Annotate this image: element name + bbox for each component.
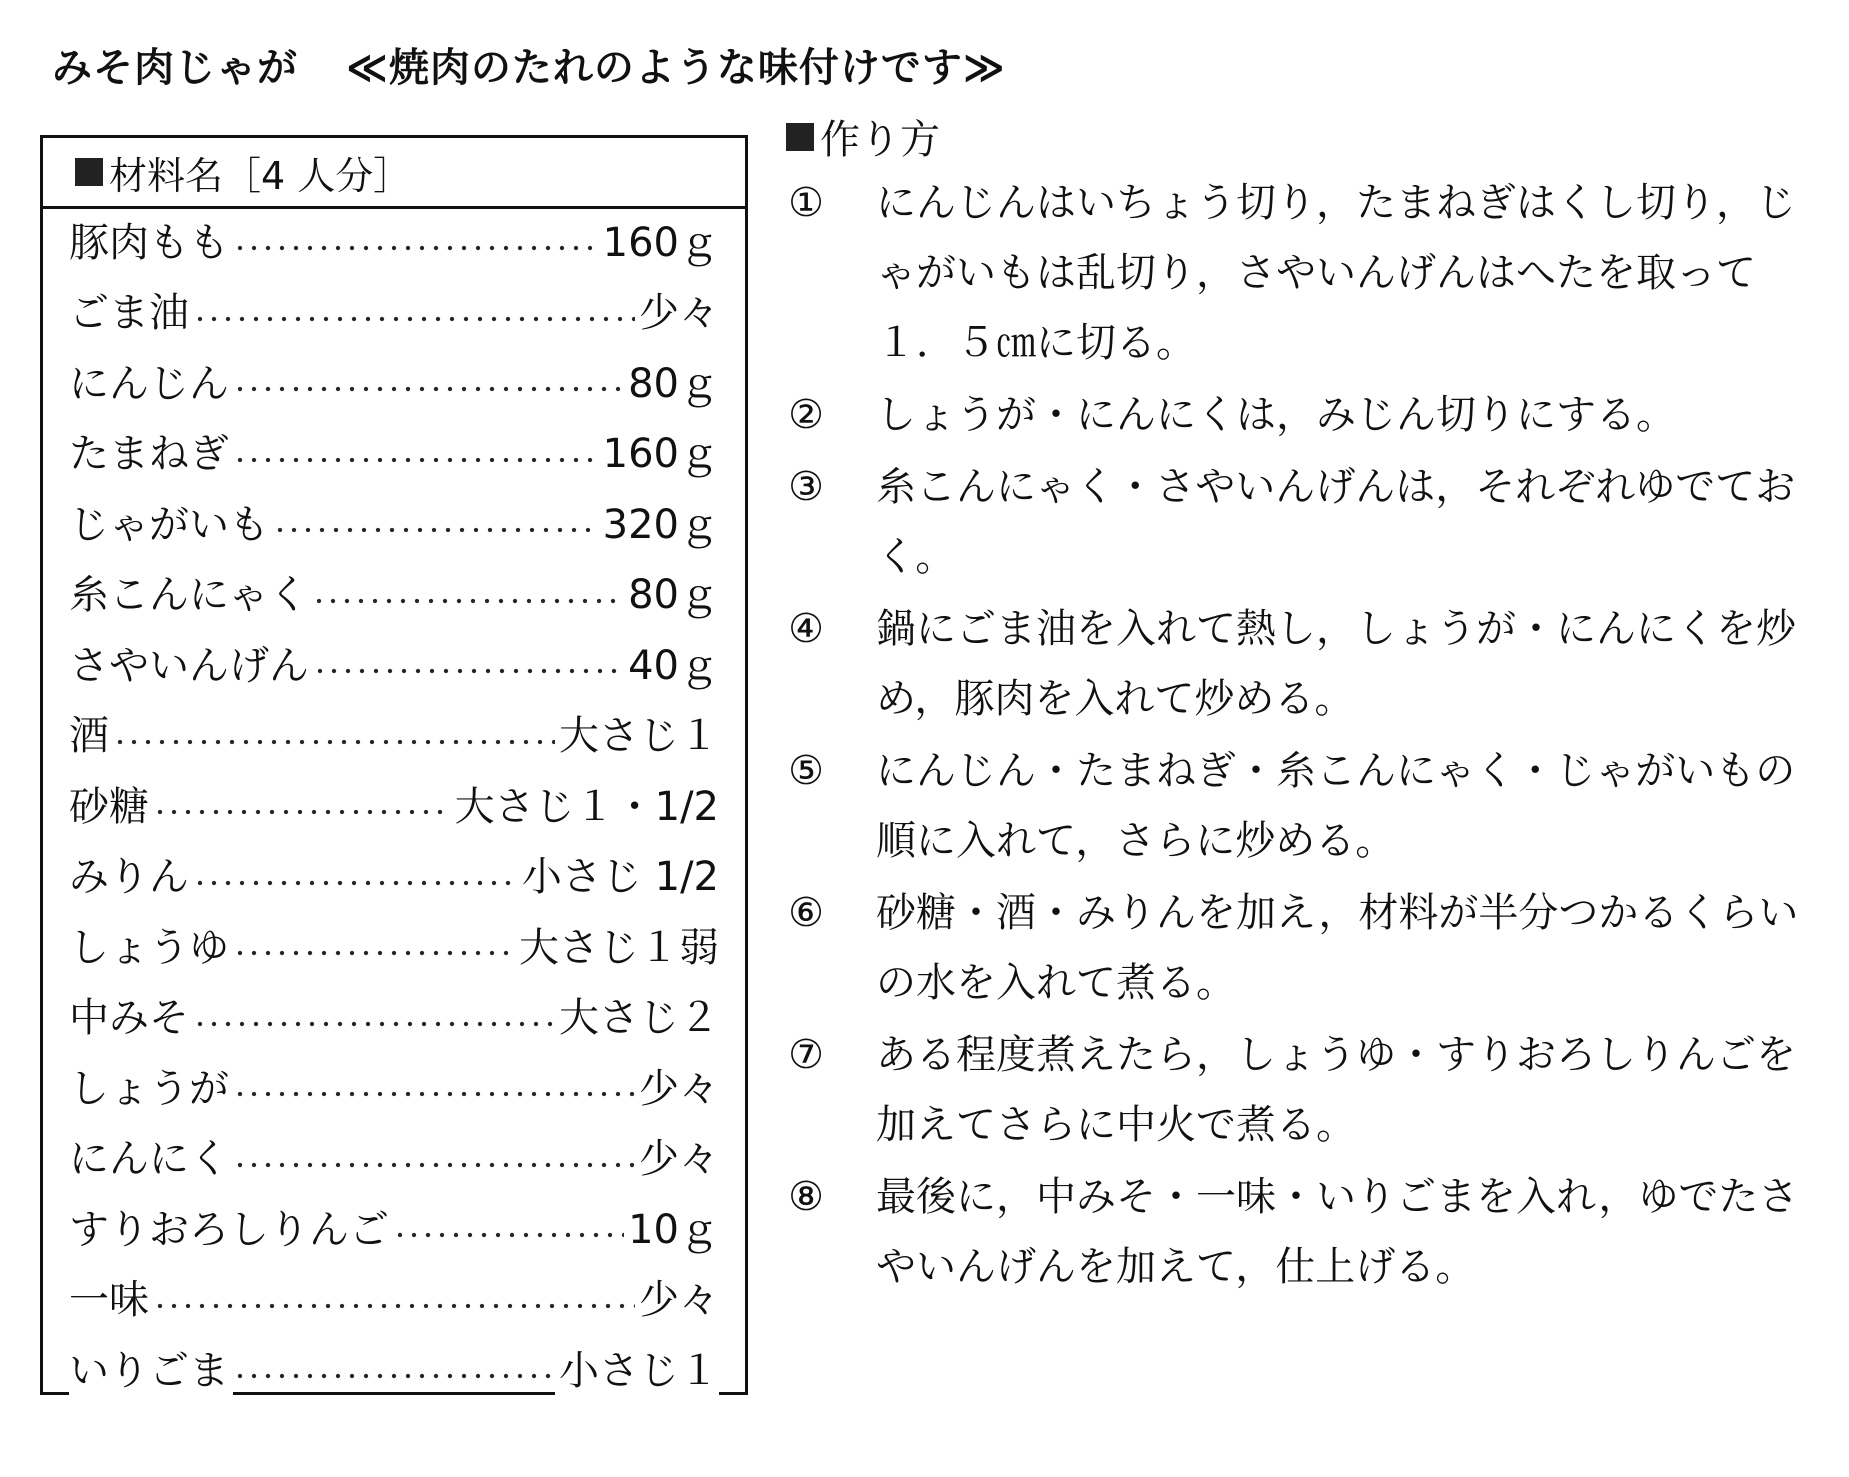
ingredient-name: みりん [69,845,193,902]
recipe-subtitle: ≪焼肉のたれのような味付けです≫ [346,45,1006,91]
ingredient-amount: 320ｇ [599,493,719,550]
step-text: しょうが・にんにくは，みじん切りにする。 [876,392,1676,438]
step-text: 最後に，中みそ・一味・いりごまを入れ，ゆでたさやいんげんを加えて，仕上げる。 [876,1174,1799,1290]
method-step [776,1162,1831,1302]
square-bullet-icon [75,158,103,186]
dot-leader [153,777,451,839]
ingredient-name: 砂糖 [69,775,153,832]
dot-leader [233,1341,555,1403]
ingredient-name: ごま油 [69,281,193,338]
ingredient-row [69,416,719,487]
ingredient-amount: 大さじ１・1/2 [451,775,719,832]
dot-leader [193,848,518,910]
dot-leader [233,1059,635,1121]
ingredient-name: にんにく [69,1127,233,1184]
ingredients-table [40,135,748,1395]
method-step [776,168,1831,378]
ingredient-row [69,275,719,346]
ingredients-header-label: 材料名［4 人分］ [109,153,412,198]
step-number: ⑧ [788,1174,824,1220]
method-header [786,108,940,165]
ingredient-amount: 大さじ１弱 [515,916,719,973]
method-step [776,594,1831,734]
ingredient-row [69,909,719,980]
ingredient-amount: 80ｇ [624,563,719,620]
ingredient-amount: 80ｇ [624,352,719,409]
ingredient-name: いりごま [69,1339,233,1396]
ingredient-row [69,1332,719,1403]
dot-leader [313,636,624,698]
ingredient-name: しょうが [69,1057,233,1114]
ingredient-row [69,1050,719,1121]
ingredient-amount: 小さじ１ [555,1339,719,1396]
ingredient-name: 中みそ [69,986,193,1043]
ingredient-name: たまねぎ [69,422,233,479]
ingredient-name: 酒 [69,704,113,761]
ingredients-header [43,138,745,209]
recipe-title: みそ肉じゃが [52,45,298,91]
step-number: ① [788,180,824,226]
step-number: ⑥ [788,890,824,936]
ingredient-amount: 少々 [635,1127,719,1184]
dot-leader [113,707,555,769]
step-number: ④ [788,606,824,652]
dot-leader [233,213,599,275]
step-text: ある程度煮えたら，しょうゆ・すりおろしりんごを加えてさらに中火で煮る。 [876,1032,1796,1148]
dot-leader [193,284,635,346]
ingredient-amount: 小さじ 1/2 [518,845,719,902]
method-step [776,452,1831,592]
ingredient-row [69,204,719,275]
dot-leader [233,1130,635,1192]
square-bullet-icon [786,123,814,151]
ingredient-name: すりおろしりんご [69,1198,393,1255]
ingredient-row [69,1191,719,1262]
ingredient-row [69,486,719,557]
step-text: にんじん・たまねぎ・糸こんにゃく・じゃがいもの順に入れて，さらに炒める。 [876,748,1796,864]
method-step [776,380,1831,450]
method-step [776,736,1831,876]
ingredient-amount: 大さじ１ [555,704,719,761]
ingredient-amount: 少々 [635,281,719,338]
dot-leader [393,1200,624,1262]
ingredient-row [69,698,719,769]
step-number: ② [788,392,824,438]
dot-leader [312,566,624,628]
ingredient-name: じゃがいも [69,493,273,550]
method-header-label: 作り方 [820,117,940,163]
ingredient-amount: 少々 [635,1268,719,1325]
ingredient-name: 豚肉もも [69,211,233,268]
dot-leader [233,918,515,980]
step-text: にんじんはいちょう切り，たまねぎはくし切り，じゃがいもは乱切り，さやいんげんはへたを取って１．５㎝に切る。 [876,180,1796,366]
ingredient-name: 糸こんにゃく [69,563,312,620]
ingredient-name: にんじん [69,352,233,409]
step-number: ⑤ [788,748,824,794]
ingredient-amount: 10ｇ [624,1198,719,1255]
dot-leader [153,1271,635,1333]
ingredient-name: さやいんげん [69,634,313,691]
ingredient-amount: 160ｇ [599,211,719,268]
ingredient-row [69,839,719,910]
dot-leader [233,425,599,487]
ingredient-amount: 40ｇ [624,634,719,691]
dot-leader [193,989,555,1051]
dot-leader [273,495,599,557]
recipe-title-line [52,36,1006,93]
step-number: ⑦ [788,1032,824,1078]
step-text: 砂糖・酒・みりんを加え，材料が半分つかるくらいの水を入れて煮る。 [876,890,1799,1006]
ingredients-list [69,204,719,1403]
ingredient-amount: 160ｇ [599,422,719,479]
ingredient-name: 一味 [69,1268,153,1325]
step-text: 鍋にごま油を入れて熱し，しょうが・にんにくを炒め，豚肉を入れて炒める。 [876,606,1796,722]
ingredient-row [69,768,719,839]
ingredient-row [69,345,719,416]
ingredient-amount: 大さじ２ [555,986,719,1043]
ingredient-row [69,980,719,1051]
ingredient-amount: 少々 [635,1057,719,1114]
ingredient-row [69,1121,719,1192]
ingredient-name: しょうゆ [69,916,233,973]
step-text: 糸こんにゃく・さやいんげんは，それぞれゆでておく。 [876,464,1796,580]
ingredient-row [69,557,719,628]
step-number: ③ [788,464,824,510]
dot-leader [233,354,624,416]
method-step [776,878,1831,1018]
method-steps [776,168,1831,1304]
ingredient-row [69,1262,719,1333]
method-step [776,1020,1831,1160]
ingredient-row [69,627,719,698]
